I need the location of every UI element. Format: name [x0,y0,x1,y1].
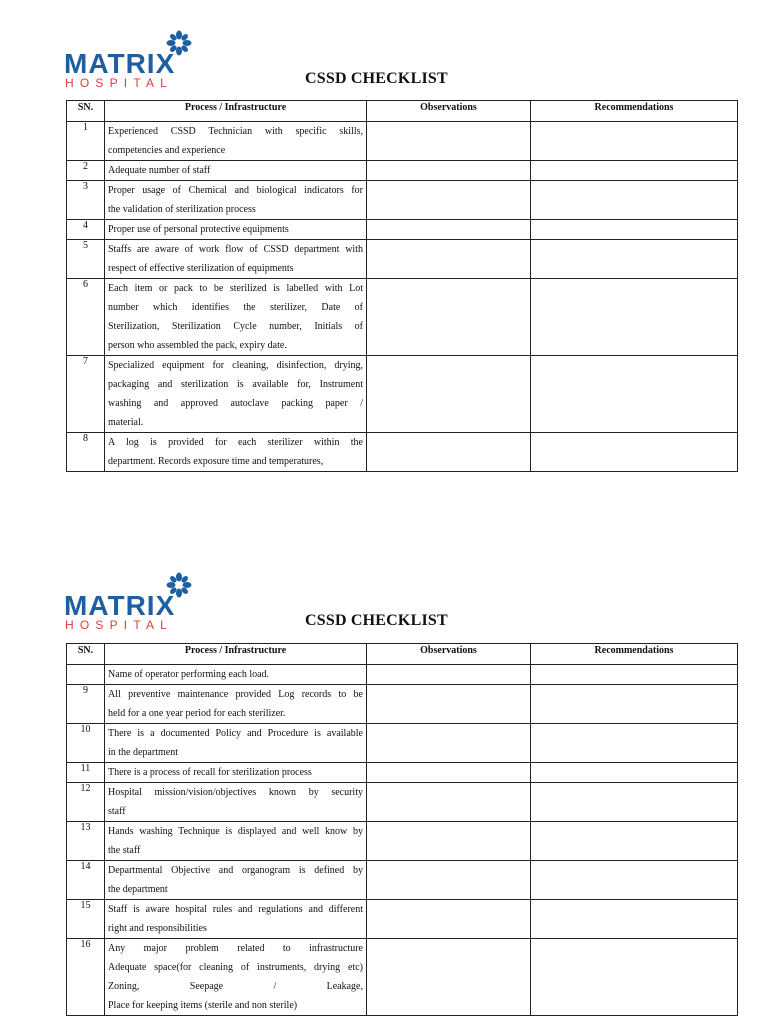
row-observations-cell[interactable] [367,861,531,900]
table-row [67,939,738,1016]
row-process [105,279,367,356]
table-body [67,665,738,1016]
row-process [105,220,367,240]
row-recommendations-cell[interactable] [531,433,738,472]
logo-subtitle: HOSPITAL [65,618,174,632]
checklist-table [66,100,738,472]
row-process [105,861,367,900]
row-observations-cell[interactable] [367,279,531,356]
row-process [105,122,367,161]
row-recommendations-cell[interactable] [531,240,738,279]
table-row [67,356,738,433]
row-sn: 7 [67,356,105,433]
process-line: Specialized equipment for cleaning, disinfection, drying, [108,360,363,371]
row-process [105,822,367,861]
logo-wordmark: MATRIX [64,590,176,621]
row-process [105,783,367,822]
process-line: material. [108,417,144,428]
header-recommendations: Recommendations [531,101,738,122]
table-header-row [67,101,738,122]
row-observations-cell[interactable] [367,181,531,220]
row-process [105,763,367,783]
row-sn: 15 [67,900,105,939]
row-sn: 13 [67,822,105,861]
process-line: competencies and experience [108,145,226,156]
table-row [67,181,738,220]
row-observations-cell[interactable] [367,724,531,763]
row-process [105,939,367,1016]
process-line: Adequate number of staff [108,165,211,176]
process-line: There is a documented Policy and Procedure is available [108,728,363,739]
process-line: Any major problem related to infrastructure [108,943,363,954]
process-line: packaging and sterilization is available for, Instrument [108,379,363,390]
row-process [105,665,367,685]
row-process [105,240,367,279]
logo-wordmark: MATRIX [64,48,176,79]
checklist-table [66,643,738,1016]
process-line: Zoning, Seepage / Leakage, [108,981,363,992]
table-body [67,122,738,472]
process-line: Staff is aware hospital rules and regulations and different [108,904,363,915]
row-recommendations-cell[interactable] [531,783,738,822]
table-row [67,763,738,783]
process-line: Place for keeping items (sterile and non sterile) [108,1000,298,1011]
process-line: respect of effective sterilization of equipments [108,263,294,274]
row-observations-cell[interactable] [367,122,531,161]
row-recommendations-cell[interactable] [531,122,738,161]
process-line: Departmental Objective and organogram is defined by [108,865,363,876]
row-recommendations-cell[interactable] [531,356,738,433]
process-line: the staff [108,845,141,856]
row-recommendations-cell[interactable] [531,665,738,685]
table-row [67,724,738,763]
process-line: person who assembled the pack, expiry date. [108,340,287,351]
hospital-logo [64,572,194,634]
row-sn: 10 [67,724,105,763]
row-sn: 11 [67,763,105,783]
row-recommendations-cell[interactable] [531,181,738,220]
row-sn: 2 [67,161,105,181]
row-recommendations-cell[interactable] [531,724,738,763]
row-process [105,181,367,220]
table-row [67,900,738,939]
row-sn: 8 [67,433,105,472]
row-recommendations-cell[interactable] [531,279,738,356]
process-line: Proper usage of Chemical and biological indicators for [108,185,363,196]
header-sn: SN. [67,101,105,122]
header-sn: SN. [67,644,105,665]
process-line: All preventive maintenance provided Log records to be [108,689,363,700]
row-observations-cell[interactable] [367,783,531,822]
row-sn [67,665,105,685]
process-line: There is a process of recall for sterilization process [108,767,312,778]
row-sn: 16 [67,939,105,1016]
row-recommendations-cell[interactable] [531,939,738,1016]
row-recommendations-cell[interactable] [531,763,738,783]
table-row [67,861,738,900]
row-observations-cell[interactable] [367,356,531,433]
process-line: Name of operator performing each load. [108,669,270,680]
process-line: Hospital mission/vision/objectives known by security [108,787,363,798]
process-line: Staffs are aware of work flow of CSSD department with [108,244,363,255]
process-line: number which identifies the sterilizer, Date of [108,302,363,313]
page-title: CSSD CHECKLIST [305,70,448,87]
logo-subtitle: HOSPITAL [65,76,174,90]
row-process [105,161,367,181]
process-line: Proper use of personal protective equipments [108,224,289,235]
row-sn: 1 [67,122,105,161]
process-line: Adequate space(for cleaning of instruments, drying etc) [108,962,363,973]
table-row [67,122,738,161]
hospital-logo [64,30,194,92]
document-page-2 [0,542,768,1024]
header-process: Process / Infrastructure [105,644,367,665]
process-line: Each item or pack to be sterilized is labelled with Lot [108,283,363,294]
row-observations-cell[interactable] [367,220,531,240]
row-process [105,356,367,433]
table-row [67,433,738,472]
row-observations-cell[interactable] [367,665,531,685]
row-observations-cell[interactable] [367,763,531,783]
table-row [67,783,738,822]
page-title: CSSD CHECKLIST [305,612,448,629]
row-observations-cell[interactable] [367,161,531,181]
header-observations: Observations [367,101,531,122]
process-line: right and responsibilities [108,923,207,934]
table-row [67,279,738,356]
row-observations-cell[interactable] [367,685,531,724]
row-observations-cell[interactable] [367,433,531,472]
row-recommendations-cell[interactable] [531,822,738,861]
process-line: Hands washing Technique is displayed and well know by [108,826,363,837]
row-observations-cell[interactable] [367,822,531,861]
row-process [105,900,367,939]
table-row [67,220,738,240]
table-row [67,822,738,861]
row-sn: 6 [67,279,105,356]
process-line: Experienced CSSD Technician with specific skills, [108,126,363,137]
process-line: washing and approved autoclave packing paper / [108,398,363,409]
table-header-row [67,644,738,665]
table-row [67,665,738,685]
row-sn: 9 [67,685,105,724]
row-recommendations-cell[interactable] [531,220,738,240]
row-recommendations-cell[interactable] [531,900,738,939]
row-sn: 5 [67,240,105,279]
process-line: held for a one year period for each sterilizer. [108,708,286,719]
row-sn: 14 [67,861,105,900]
header-recommendations: Recommendations [531,644,738,665]
row-recommendations-cell[interactable] [531,861,738,900]
row-recommendations-cell[interactable] [531,161,738,181]
process-line: Sterilization, Sterilization Cycle number, Initials of [108,321,363,332]
process-line: the validation of sterilization process [108,204,256,215]
process-line: in the department [108,747,178,758]
process-line: the department [108,884,168,895]
row-sn: 12 [67,783,105,822]
row-sn: 4 [67,220,105,240]
header-observations: Observations [367,644,531,665]
row-observations-cell[interactable] [367,240,531,279]
process-line: department. Records exposure time and temperatures, [108,456,324,467]
table-row [67,240,738,279]
row-observations-cell[interactable] [367,900,531,939]
process-line: staff [108,806,126,817]
row-process [105,685,367,724]
table-row [67,161,738,181]
row-process [105,724,367,763]
row-sn: 3 [67,181,105,220]
row-process [105,433,367,472]
header-process: Process / Infrastructure [105,101,367,122]
row-observations-cell[interactable] [367,939,531,1016]
table-row [67,685,738,724]
row-recommendations-cell[interactable] [531,685,738,724]
process-line: A log is provided for each sterilizer within the [108,437,363,448]
